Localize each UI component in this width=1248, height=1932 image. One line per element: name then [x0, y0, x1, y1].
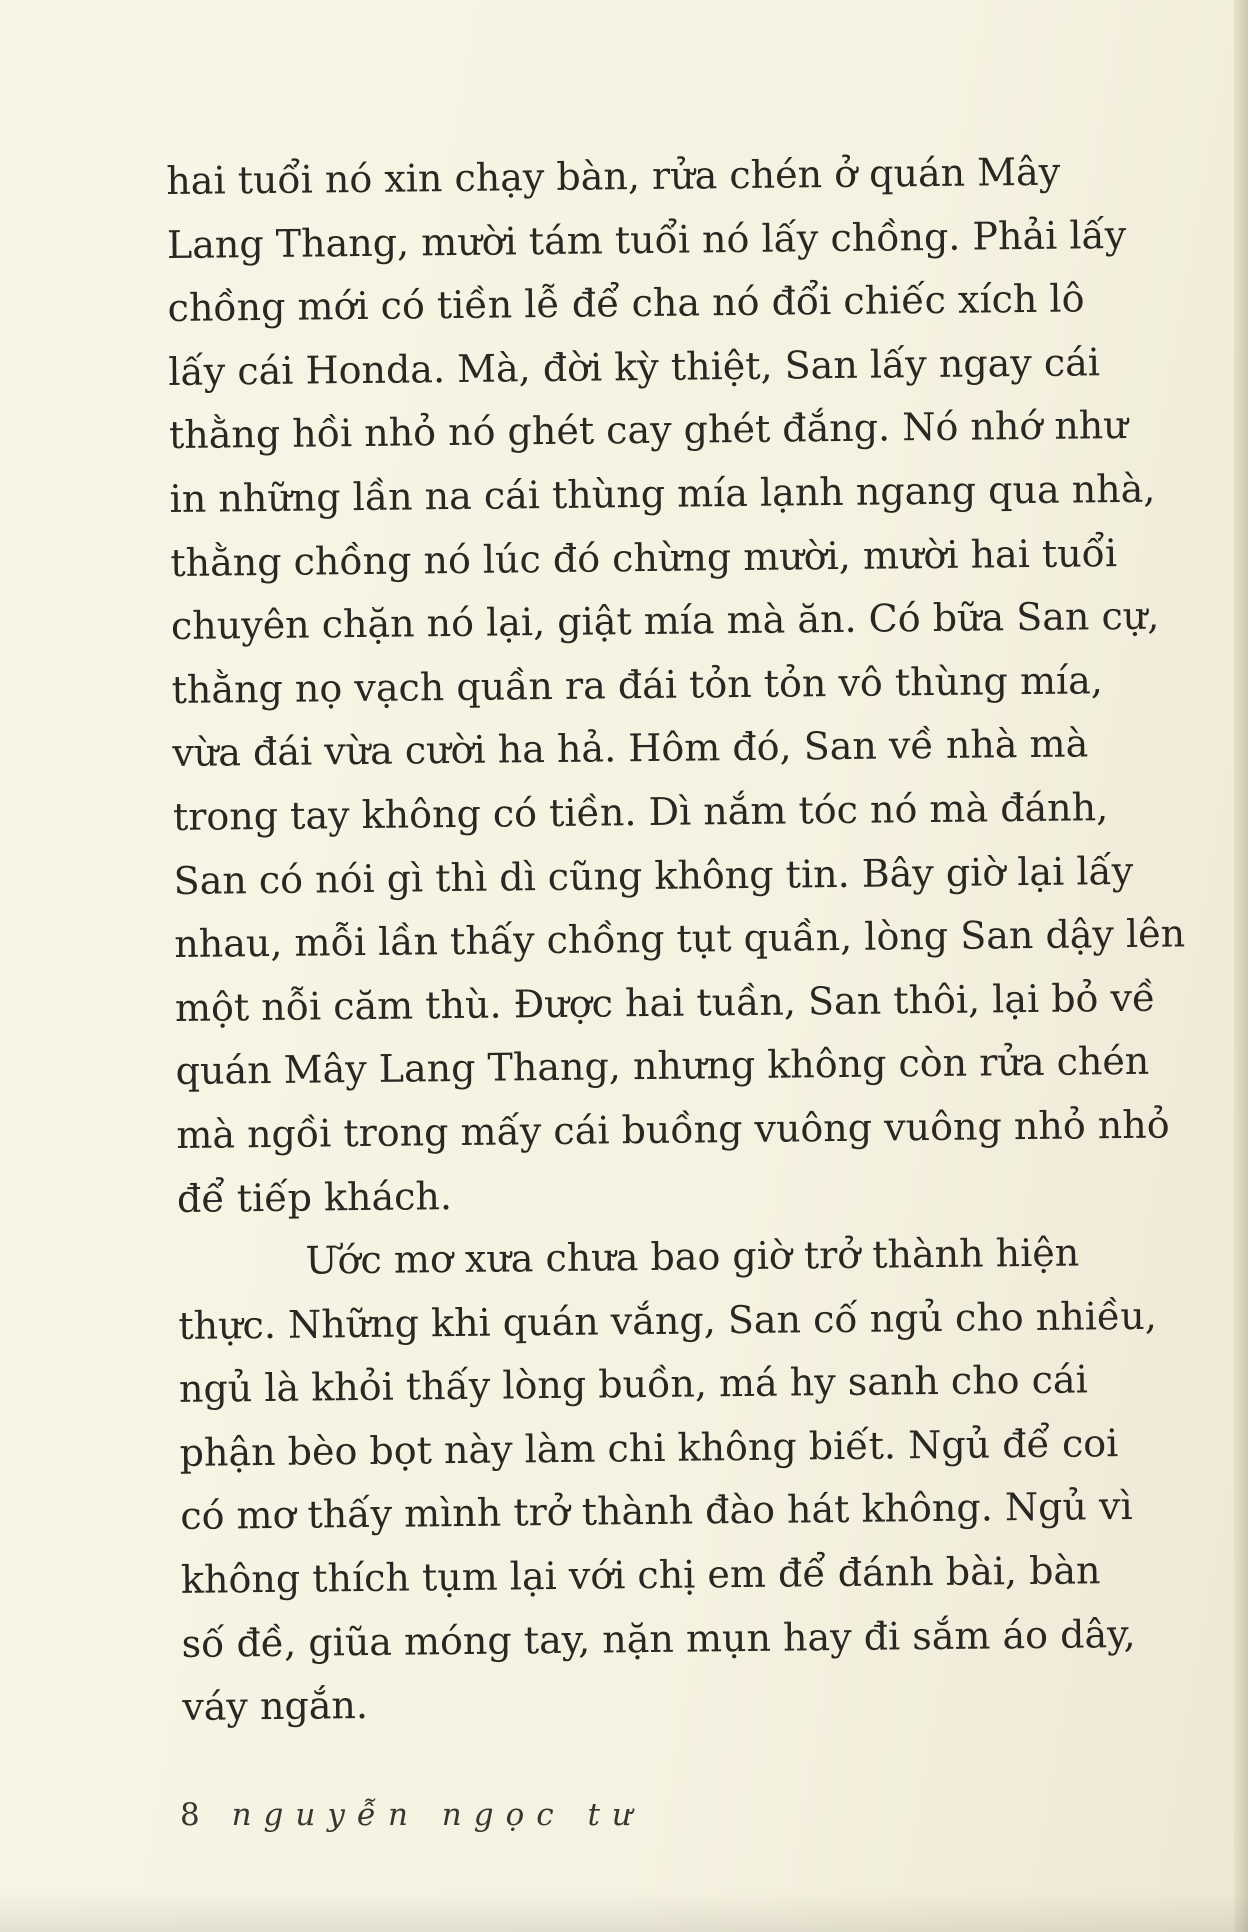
text-line: thằng chồng nó lúc đó chừng mười, mười hai tuổi: [170, 530, 1118, 585]
text-line: ngủ là khỏi thấy lòng buồn, má hy sanh cho cái: [178, 1357, 1088, 1412]
text-line: trong tay không có tiền. Dì nắm tóc nó mà đánh,: [172, 785, 1109, 839]
text-line: chuyên chặn nó lại, giật mía mà ăn. Có bữa San cự,: [170, 593, 1160, 649]
page-footer: [180, 1797, 644, 1833]
text-line: Lang Thang, mười tám tuổi nó lấy chồng. Phải lấy: [166, 212, 1127, 267]
running-head-author: nguyễn ngọc tư: [231, 1797, 644, 1833]
text-line: có mơ thấy mình trở thành đào hát không. Ngủ vì: [180, 1484, 1133, 1539]
text-line: in những lần na cái thùng mía lạnh ngang qua nhà,: [169, 466, 1156, 521]
text-line: thực. Những khi quán vắng, San cố ngủ cho nhiều,: [178, 1293, 1157, 1348]
text-line: chồng mới có tiền lễ để cha nó đổi chiếc xích lô: [167, 276, 1085, 331]
text-line: quán Mây Lang Thang, nhưng không còn rửa chén: [175, 1039, 1150, 1094]
page-shadow: [0, 1892, 1248, 1932]
text-line: thằng hồi nhỏ nó ghét cay ghét đắng. Nó nhớ như: [168, 403, 1128, 458]
text-line: số đề, giũa móng tay, nặn mụn hay đi sắm áo dây,: [181, 1611, 1136, 1666]
text-line: mà ngồi trong mấy cái buồng vuông vuông nhỏ nhỏ: [176, 1102, 1170, 1157]
page-number: 8: [180, 1797, 200, 1833]
text-line: vừa đái vừa cười ha hả. Hôm đó, San về nhà mà: [172, 721, 1089, 776]
text-line: Ước mơ xưa chưa bao giờ trở thành hiện: [305, 1230, 1080, 1283]
text-line: San có nói gì thì dì cũng không tin. Bây giờ lại lấy: [173, 848, 1134, 903]
text-line: một nỗi căm thù. Được hai tuần, San thôi, lại bỏ về: [174, 975, 1156, 1030]
text-line: váy ngắn.: [182, 1683, 369, 1730]
body-text: [166, 141, 1186, 1740]
text-line: thằng nọ vạch quần ra đái tỏn tỏn vô thùng mía,: [171, 657, 1104, 712]
text-line: để tiếp khách.: [176, 1173, 453, 1221]
page-edge: [1234, 0, 1248, 1932]
text-line: phận bèo bọt này làm chi không biết. Ngủ để coi: [179, 1420, 1119, 1475]
text-line: hai tuổi nó xin chạy bàn, rửa chén ở quán Mây: [166, 149, 1061, 203]
text-line: nhau, mỗi lần thấy chồng tụt quần, lòng San dậy lên: [174, 911, 1186, 967]
text-line: không thích tụm lại với chị em để đánh bài, bàn: [180, 1548, 1101, 1602]
text-line: lấy cái Honda. Mà, đời kỳ thiệt, San lấy ngay cái: [168, 340, 1101, 394]
